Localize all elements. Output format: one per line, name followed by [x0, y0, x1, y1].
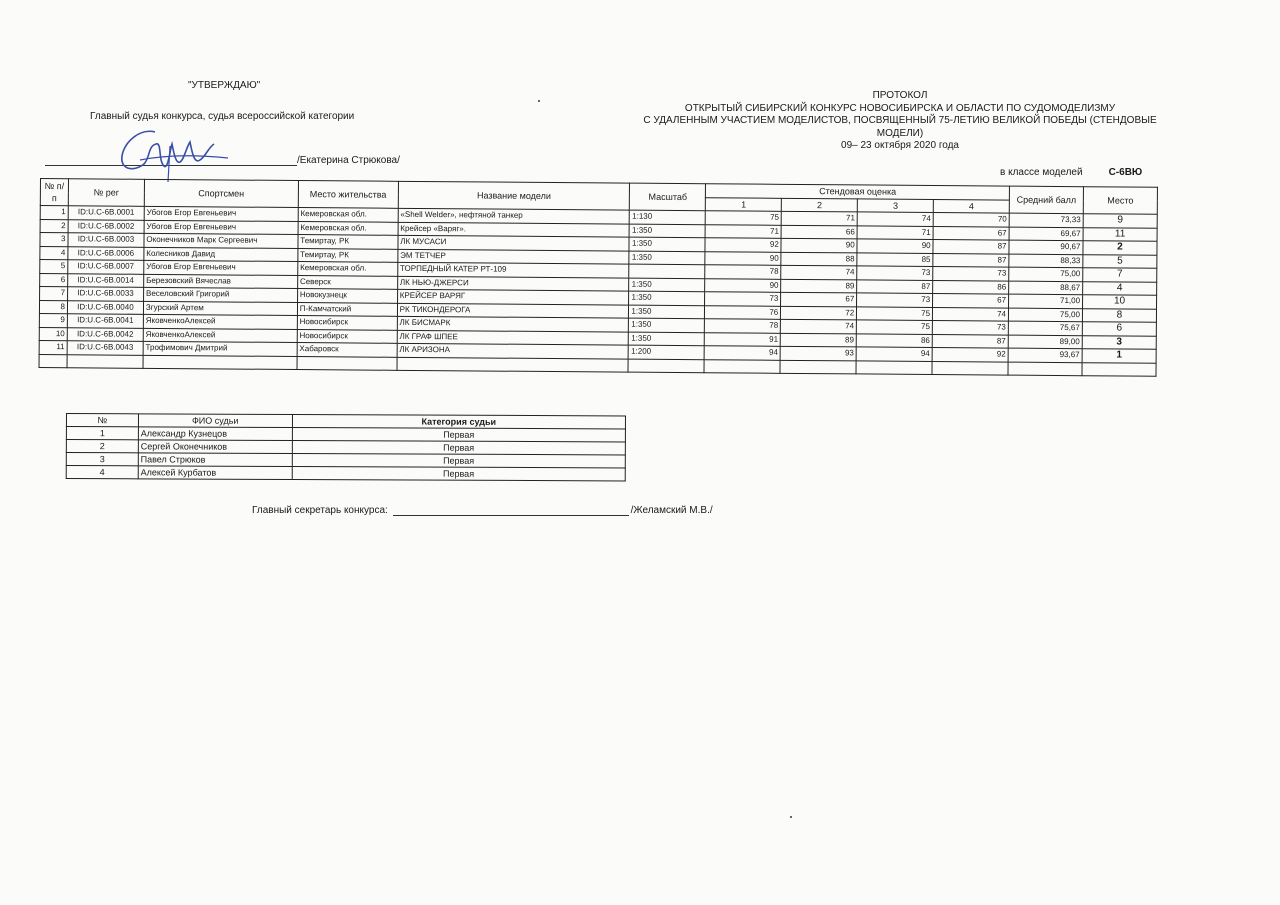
judge-row: 1 Александр Кузнецов Первая — [66, 427, 625, 442]
table-row: 9 ID:U.C-6B.0041 ЯковченкоАлексей Новосибирск ЛК БИСМАРК 1:350 78 74 75 73 75,67 6 — [39, 313, 1156, 335]
col-model: Название модели — [398, 181, 630, 210]
chief-judge-title: Главный судья конкурса, судья всероссийской категории — [90, 111, 355, 122]
header-line-1: ОТКРЫТЫЙ СИБИРСКИЙ КОНКУРС НОВОСИБИРСКА И ОБЛАСТИ ПО СУДОМОДЕЛИЗМУ — [684, 102, 1116, 114]
col-athlete: Спортсмен — [144, 179, 298, 207]
table-row: 10 ID:U.C-6B.0042 ЯковченкоАлексей Новосибирск ЛК ГРАФ ШПЕЕ 1:350 91 89 86 87 89,00 3 — [39, 327, 1156, 349]
secretary-name: /Желамский М.В./ — [630, 505, 713, 516]
judges-table — [66, 413, 626, 481]
judges-col-name: ФИО судьи — [138, 414, 292, 428]
judge-row: 2 Сергей Оконечников Первая — [66, 440, 625, 455]
col-reg: № рег — [68, 179, 144, 207]
table-row: 11 ID:U.C-6B.0043 Трофимович Дмитрий Хабаровск ЛК АРИЗОНА 1:200 94 93 94 92 93,67 1 — [39, 340, 1156, 362]
table-row: 3 ID:U.C-6B.0003 Оконечников Марк Сергеевич Темиртау, РК ЛК МУСАСИ 1:350 92 90 90 87 90,67 2 — [40, 233, 1157, 255]
table-row: 5 ID:U.C-6B.0007 Убогов Егор Евгеньевич Кемеровская обл. ТОРПЕДНЫЙ КАТЕР РТ-109 78 74 73 73 75,00 7 — [40, 260, 1157, 282]
table-row: 6 ID:U.C-6B.0014 Березовский Вячеслав Северск ЛК НЬЮ-ДЖЕРСИ 1:350 90 89 87 86 88,67 4 — [40, 273, 1157, 295]
results-table — [39, 178, 1158, 377]
chief-judge-name: /Екатерина Стрюкова/ — [297, 155, 400, 166]
model-class — [1000, 167, 1142, 178]
col-scale: Масштаб — [630, 183, 706, 211]
col-average: Средний балл — [1009, 186, 1083, 214]
col-judge-4: 4 — [933, 199, 1009, 213]
table-row: 7 ID:U.C-6B.0033 Веселовский Григорий Новокузнецк КРЕЙСЕР ВАРЯГ 1:350 73 67 73 67 71,00 10 — [40, 287, 1157, 309]
col-residence: Место жительства — [298, 181, 398, 209]
judges-col-num: № — [66, 414, 138, 427]
col-place: Место — [1083, 187, 1157, 215]
competition-dates: 09– 23 октября 2020 года — [841, 140, 959, 151]
col-judge-2: 2 — [782, 198, 858, 212]
table-row: 8 ID:U.C-6B.0040 Згурский Артем П-Камчатский РК ТИКОНДЕРОГА 1:350 76 72 75 74 75,00 8 — [39, 300, 1156, 322]
scan-speck — [538, 100, 540, 102]
col-judge-1: 1 — [706, 197, 782, 211]
judge-row: 4 Алексей Курбатов Первая — [66, 466, 625, 481]
class-label: в классе моделей — [1000, 167, 1083, 178]
table-row: 1 ID:U.C-6B.0001 Убогов Егор Евгеньевич Кемеровская обл. «Shell Welder», нефтяной танкер 1:130 75 71 74 70 73,33 9 — [40, 206, 1157, 228]
table-row: 4 ID:U.C-6B.0006 Колесников Давид Темиртау, РК ЭМ ТЕТЧЕР 1:350 90 88 85 87 88,33 5 — [40, 246, 1157, 268]
secretary-label: Главный секретарь конкурса: — [252, 505, 388, 516]
protocol-title: ПРОТОКОЛ — [872, 90, 928, 101]
table-row: 2 ID:U.C-6B.0002 Убогов Егор Евгеньевич Кемеровская обл. Крейсер «Варяг». 1:350 71 66 71 67 69,67 11 — [40, 219, 1157, 241]
secretary-underline — [393, 515, 629, 516]
judges-col-category: Категория судьи — [292, 414, 625, 428]
judge-row: 3 Павел Стрюков Первая — [66, 453, 625, 468]
col-num: № п/п — [40, 179, 68, 206]
secretary-signature — [252, 505, 713, 516]
col-score-group: Стендовая оценка — [706, 184, 1010, 200]
scan-speck — [790, 816, 792, 818]
header-line-3: МОДЕЛИ) — [876, 127, 924, 139]
protocol-header — [640, 90, 1160, 153]
approve-label: "УТВЕРЖДАЮ" — [188, 80, 261, 91]
header-line-2: С УДАЛЕННЫМ УЧАСТИЕМ МОДЕЛИСТОВ, ПОСВЯЩЕННЫЙ 75-ЛЕТИЮ ВЕЛИКОЙ ПОБЕДЫ (СТЕНДОВЫЕ — [643, 115, 1157, 126]
col-judge-3: 3 — [857, 198, 933, 212]
class-value: С-6ВЮ — [1108, 167, 1143, 178]
